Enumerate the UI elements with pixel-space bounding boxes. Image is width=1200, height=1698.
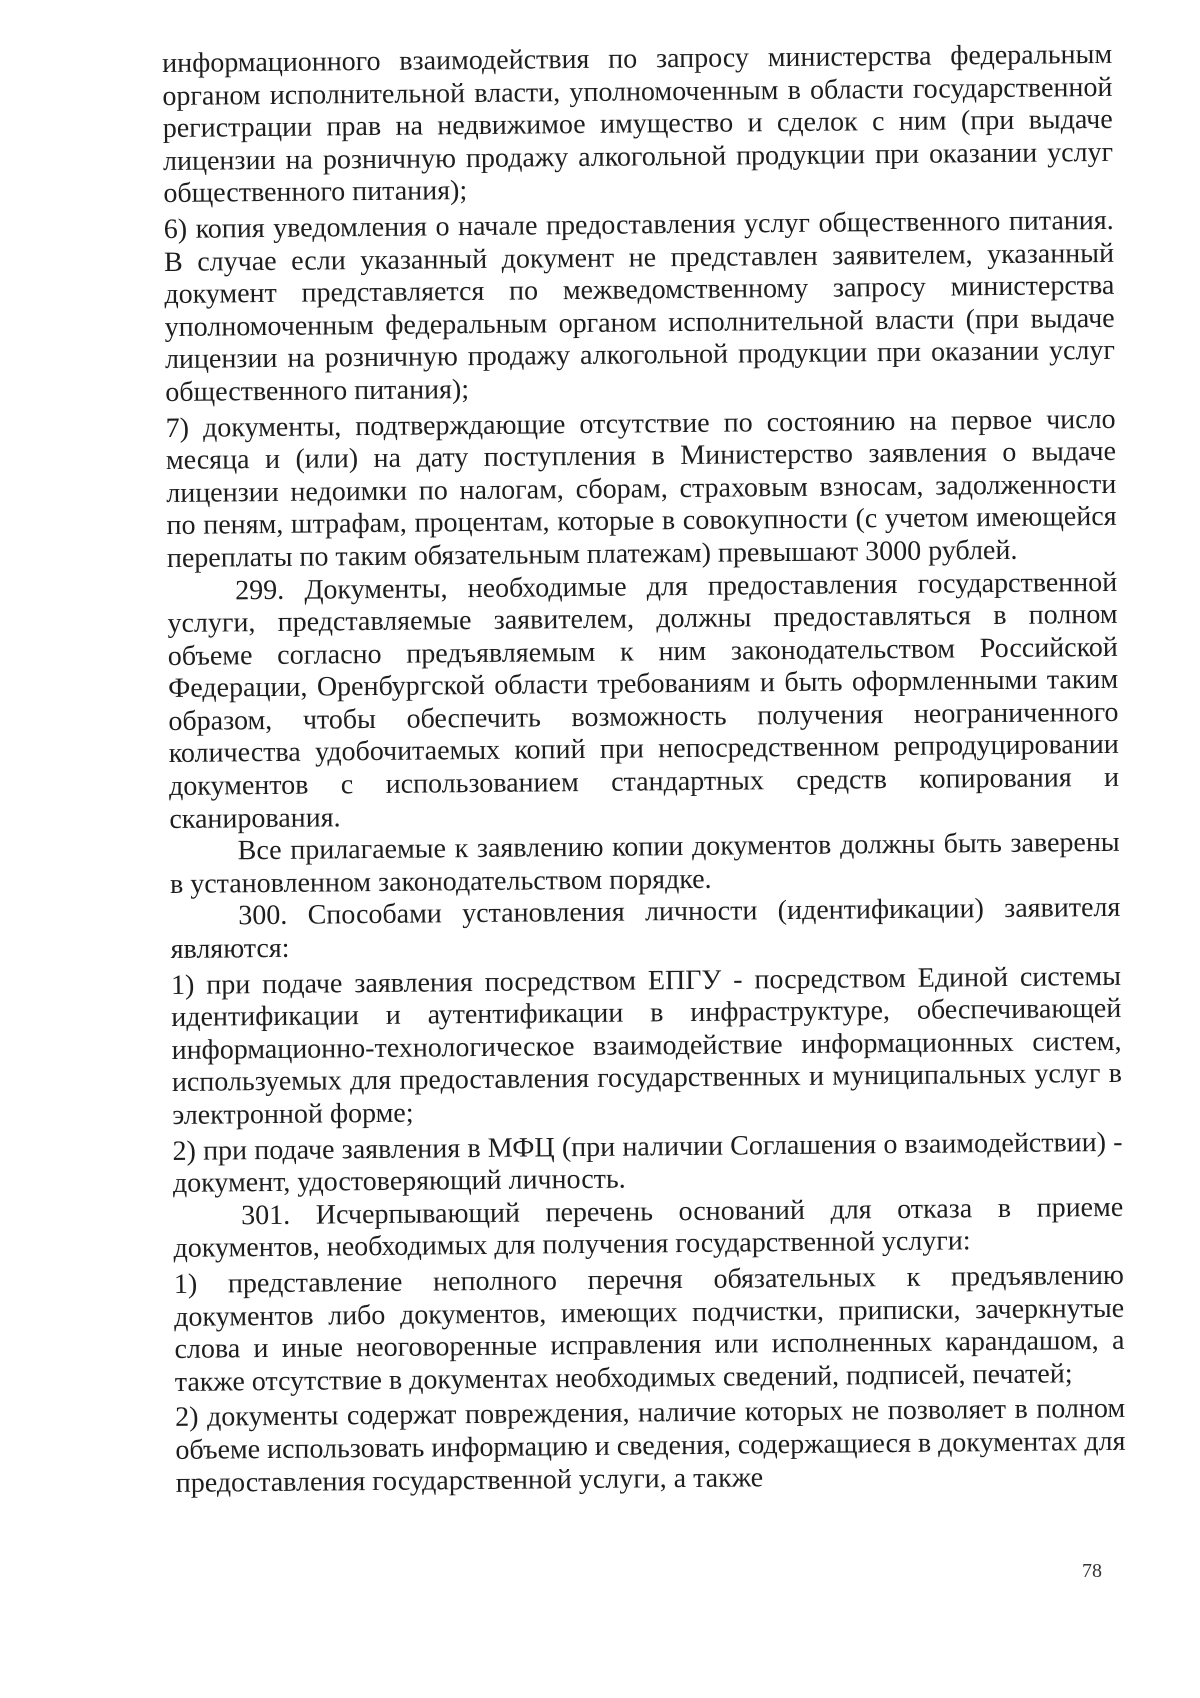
certification-paragraph: Все прилагаемые к заявлению копии документов должны быть заверены в установленном законодательством порядке. xyxy=(169,827,1120,900)
paragraph-continuation: информационного взаимодействия по запросу министерства федеральным органом исполнительной власти, уполномоченным в области государственной регистрации прав на недвижимое имущество и сделок с ним (при выдаче лицензии на розничную продажу алкогольной продукции при оказании услуг общественного питания); xyxy=(162,38,1114,210)
identification-item-2: 2) при подаче заявления в МФЦ (при наличии Соглашения о взаимодействии) - документ, удостоверяющий личность. xyxy=(172,1126,1123,1200)
identification-item-1: 1) при подаче заявления посредством ЕПГУ - посредством Единой системы идентификации и аутентификации в инфраструктуре, обеспечивающей информационно-технологическое взаимодействие информационных систем, используемых для предоставления государственных и муниципальных услуг в электронной форме; xyxy=(170,960,1123,1131)
list-item-7: 7) документы, подтверждающие отсутствие по состоянию на первое число месяца и (или) на дату поступления в Министерство заявления о выдаче лицензии недоимки по налогам, сборам, страховым взносам, задолженности по пеням, штрафам, процентам, которые в совокупности (с учетом имеющейся переплаты по таким обязательным платежам) превышают 3000 рублей. xyxy=(165,403,1117,574)
page-number: 78 xyxy=(1082,1560,1102,1582)
document-page xyxy=(162,39,1126,1500)
clause-301: 301. Исчерпывающий перечень оснований для отказа в приеме документов, необходимых для получения государственной услуги: xyxy=(173,1191,1124,1265)
refusal-item-1: 1) представление неполного перечня обязательных к предъявлению документов либо документов, имеющих подчистки, приписки, зачеркнутые слова и иные неоговоренные исправления или исполненных карандашом, а также отсутствие в документах необходимых сведений, подписей, печатей; xyxy=(173,1259,1125,1398)
clause-299: 299. Документы, необходимые для предоставления государственной услуги, представляемые заявителем, должны предоставляться в полном объеме согласно предъявляемым к ним законодательством Российской Федерации, Оренбургской области требованиям и быть оформленными таким образом, чтобы обеспечить возможность получения неограниченного количества удобочитаемых копий при непосредственном репродуцировании документов с использованием стандартных средств копирования и сканирования. xyxy=(167,566,1120,835)
list-item-6: 6) копия уведомления о начале предоставления услуг общественного питания. В случае если указанный документ не представлен заявителем, указанный документ представляется по межведомственному запросу министерства уполномоченным федеральным органом исполнительной власти (при выдаче лицензии на розничную продажу алкогольной продукции при оказании услуг общественного питания); xyxy=(163,204,1116,408)
refusal-item-2: 2) документы содержат повреждения, наличие которых не позволяет в полном объеме использовать информацию и сведения, содержащиеся в документах для предоставления государственной услуги, а также xyxy=(175,1393,1126,1499)
clause-300: 300. Способами установления личности (идентификации) заявителя являются: xyxy=(170,892,1121,965)
